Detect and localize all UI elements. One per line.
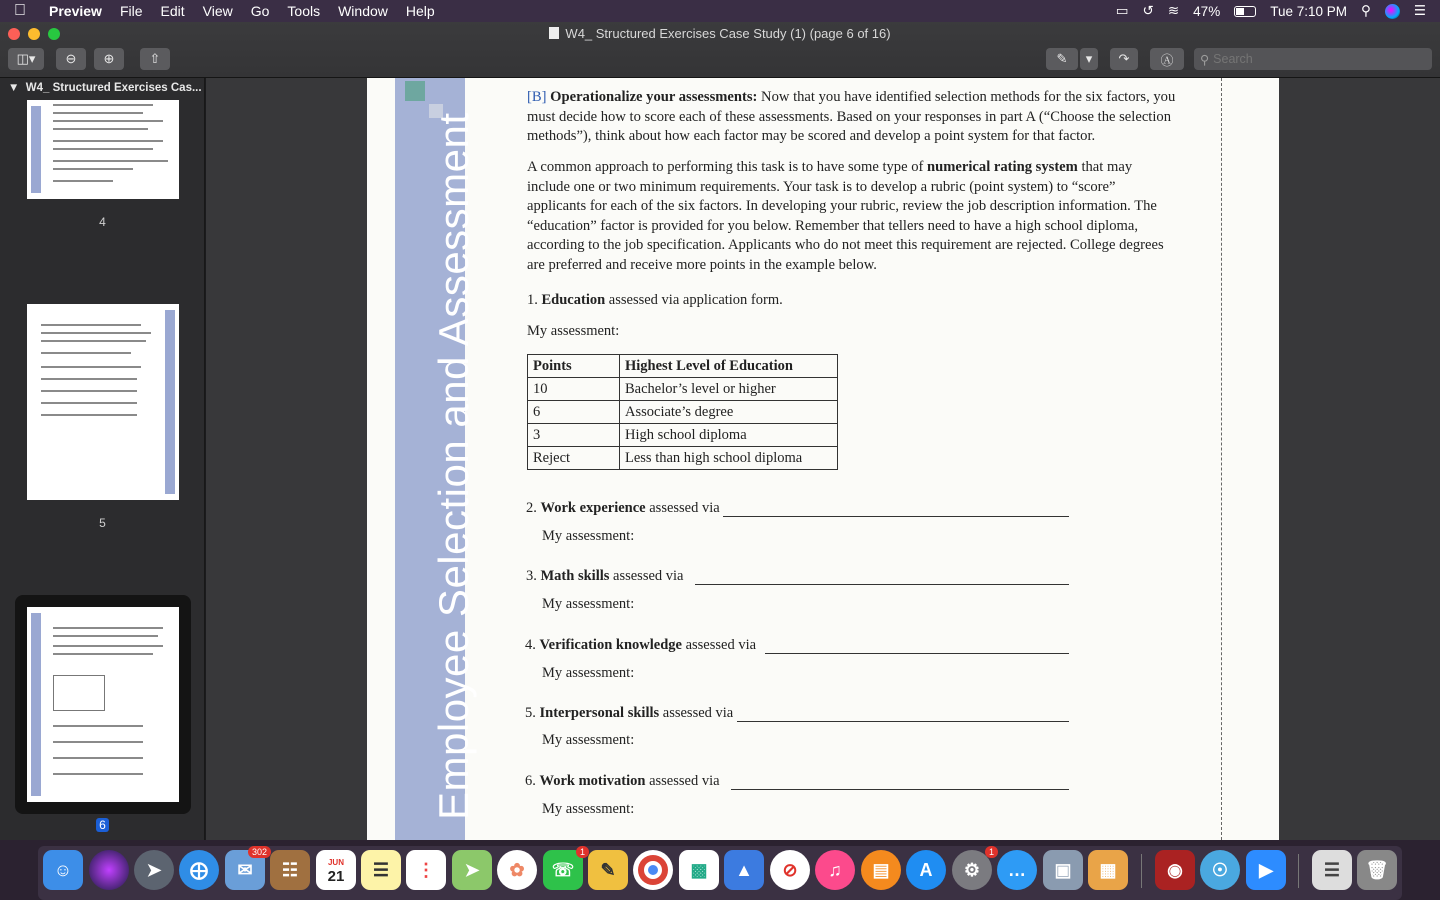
thumbnail-line <box>41 402 137 404</box>
chrome-icon[interactable] <box>633 850 673 890</box>
thumbnail-line <box>41 390 137 392</box>
dock-separator <box>1141 854 1142 888</box>
my-assessment-label: My assessment: <box>527 323 620 339</box>
maps-icon[interactable]: ➤ <box>452 850 492 890</box>
page-thumbnail-4[interactable] <box>27 100 179 199</box>
page-label-5[interactable]: 5 <box>99 516 106 530</box>
my-assessment-label: My assessment: <box>542 596 635 612</box>
question-number: 4. <box>525 637 536 653</box>
table-cell: 3 <box>528 424 620 447</box>
apple-icon[interactable] <box>0 2 40 20</box>
question-rest: assessed via <box>645 500 720 516</box>
table-cell: Bachelor’s level or higher <box>620 378 838 401</box>
battery-icon[interactable] <box>1234 6 1256 17</box>
messages-icon[interactable]: … <box>997 850 1037 890</box>
photo-booth-icon[interactable]: ◉ <box>1155 850 1195 890</box>
thumbnail-table <box>53 675 105 711</box>
table-cell: 6 <box>528 401 620 424</box>
table-cell: 10 <box>528 378 620 401</box>
strip-square <box>405 81 425 101</box>
my-assessment-label: My assessment: <box>542 665 635 681</box>
thumbnail-line <box>41 324 141 326</box>
intro-body: Now that you have identified selection methods for the six factors, you must decide how to score each of these assessments. Based on your responses in part A (“Choose the selection methods”), think about how each factor may be scored and develop a point system for that factor. <box>527 89 1176 145</box>
thumbnail-line <box>41 414 137 416</box>
question-rest: assessed via <box>681 637 757 653</box>
thumbnail-line <box>53 168 133 170</box>
preview-window <box>0 22 1440 840</box>
my-assessment-label: My assessment: <box>542 732 635 748</box>
clock[interactable]: Tue 7:10 PM <box>1270 3 1347 19</box>
thumbnail-line <box>53 773 143 775</box>
thumbnail-line <box>41 378 137 380</box>
finder-icon[interactable]: ☺ <box>43 850 83 890</box>
contacts-icon[interactable]: ☷ <box>270 850 310 890</box>
thumbnail-strip <box>31 613 41 796</box>
thumbnail-line <box>41 340 146 342</box>
image-capture-icon[interactable]: ▣ <box>1043 850 1083 890</box>
share-button[interactable]: ⇧ <box>140 48 170 70</box>
search-field[interactable] <box>1194 48 1432 70</box>
page-label-4[interactable]: 4 <box>99 215 106 229</box>
reminders-icon[interactable]: ⋮ <box>406 850 446 890</box>
menu-go[interactable]: Go <box>250 3 270 19</box>
zoom-out-button[interactable]: ⊖ <box>56 48 86 70</box>
question-title: Math skills <box>540 568 610 584</box>
table-header: Highest Level of Education <box>620 355 838 378</box>
answer-line <box>737 721 1069 722</box>
selected-page-label: 6 <box>96 818 109 832</box>
table-row <box>528 401 838 424</box>
question-number: 2. <box>526 500 537 516</box>
preview-app-icon[interactable]: ✎ <box>588 850 628 890</box>
notification-center-icon[interactable]: ☰ <box>1413 3 1426 18</box>
facetime-icon[interactable]: ☏ 1 <box>543 850 583 890</box>
question-rest: assessed via <box>659 705 734 721</box>
news-icon[interactable]: ⊘ <box>770 850 810 890</box>
my-assessment-label: My assessment: <box>542 801 635 817</box>
table-header: Points <box>528 355 620 378</box>
answer-line <box>765 653 1069 654</box>
system-preferences-icon[interactable]: ⚙ 1 <box>952 850 992 890</box>
table-cell: Reject <box>528 447 620 470</box>
answer-line <box>731 789 1069 790</box>
menu-app-name[interactable]: Preview <box>49 3 102 19</box>
photos-icon[interactable]: ✿ <box>497 850 537 890</box>
thumbnail-line <box>53 653 153 655</box>
question-title: Verification knowledge <box>539 637 682 653</box>
sidebar-document-title[interactable]: ▼ W4_ Structured Exercises Cas... <box>8 82 202 94</box>
thumbnail-line <box>41 332 151 334</box>
menu-view[interactable]: View <box>202 3 233 19</box>
question-rest: assessed via <box>609 568 684 584</box>
menu-edit[interactable]: Edit <box>160 3 185 19</box>
page-thumbnail-5[interactable] <box>27 304 179 500</box>
table-row <box>528 424 838 447</box>
table-cell: High school diploma <box>620 424 838 447</box>
thumbnail-line <box>53 757 143 759</box>
thumbnail-line <box>53 148 153 150</box>
thumbnail-line <box>53 635 158 637</box>
safari-icon[interactable]: ⨁ <box>179 850 219 890</box>
rotate-button[interactable]: ↷ <box>1110 48 1138 70</box>
books-icon[interactable]: ▤ <box>861 850 901 890</box>
approach-text-b: that may include one or two minimum requirements. Your task is to develop a rubric (point system) to “score” applicants for each of the six factors. In developing your rubric, review the job description information. The “education” factor is provided for you below. Remember that tellers need to have a high school diploma, according to the job specification. Applicants who do not meet this requirement are rejected. College degrees are preferred and receive more points in the example below. <box>527 159 1164 273</box>
menu-bar <box>0 0 1440 22</box>
calendar-icon[interactable] <box>316 850 356 890</box>
question-title: Work motivation <box>539 773 646 789</box>
thumbnail-line <box>53 725 143 727</box>
markup-dropdown-button[interactable]: ▾ <box>1080 48 1098 70</box>
answer-line <box>695 584 1069 585</box>
launchpad-icon[interactable]: ➤ <box>134 850 174 890</box>
sidebar-document-title-text: W4_ Structured Exercises Cas... <box>25 82 202 94</box>
thumbnail-line <box>53 627 163 629</box>
zoom-in-button[interactable]: ⊕ <box>94 48 124 70</box>
sidebar-toggle-button[interactable]: ◫▾ <box>8 48 44 70</box>
network-globe-icon[interactable]: ☉ <box>1200 850 1240 890</box>
thumbnail-line <box>41 366 141 368</box>
question-work-motivation <box>525 773 720 790</box>
thumbnail-line <box>53 104 153 106</box>
approach-bold: numerical rating system <box>927 159 1078 175</box>
window-title-text: W4_ Structured Exercises Case Study (1) (page 6 of 16) <box>565 26 891 41</box>
title-bar <box>0 22 1440 78</box>
trash-icon[interactable]: 🗑 <box>1357 850 1397 890</box>
search-input[interactable] <box>1213 52 1413 66</box>
siri-icon[interactable] <box>1385 4 1400 19</box>
table-cell: Associate’s degree <box>620 401 838 424</box>
side-strip-title: Employee Selection and Assessment <box>430 112 477 820</box>
item-rest: assessed via application form. <box>605 292 783 308</box>
notes-icon[interactable]: ☰ <box>361 850 401 890</box>
question-work-experience <box>526 500 720 517</box>
keynote-icon[interactable]: ▲ <box>724 850 764 890</box>
intro-paragraph <box>527 88 1177 147</box>
search-icon: ⚲ <box>1200 52 1210 67</box>
battery-percent: 47% <box>1193 3 1221 19</box>
dock-separator <box>1298 854 1299 888</box>
mail-badge: 302 <box>248 846 271 858</box>
thumbnail-line <box>53 128 148 130</box>
thumbnail-line <box>53 741 143 743</box>
calculator-icon[interactable]: ▦ <box>1088 850 1128 890</box>
thumbnail-line <box>53 120 163 122</box>
intro-heading: Operationalize your assessments: <box>550 89 758 105</box>
section-tag: [B] <box>527 89 547 105</box>
document-icon <box>549 27 559 39</box>
dock <box>0 840 1440 900</box>
downloads-stack-icon[interactable]: ☰ <box>1312 850 1352 890</box>
system-preferences-badge: 1 <box>985 846 998 858</box>
airplay-icon[interactable]: ▭ <box>1115 3 1129 18</box>
page-trim-line <box>1221 78 1222 840</box>
thumbnail-sidebar <box>0 78 205 840</box>
time-machine-icon[interactable]: ↺ <box>1142 3 1154 18</box>
menu-tools[interactable]: Tools <box>287 3 321 19</box>
table-cell: Less than high school diploma <box>620 447 838 470</box>
markup-pen-button[interactable]: ✎ <box>1046 48 1078 70</box>
thumbnail-line <box>41 352 131 354</box>
menu-help[interactable]: Help <box>405 3 435 19</box>
mail-icon[interactable]: ✉ 302 <box>225 850 265 890</box>
page-label-6[interactable] <box>0 818 205 832</box>
markup-toolbar-button[interactable]: Ⓐ <box>1150 48 1184 70</box>
thumbnail-strip <box>31 106 41 193</box>
thumbnail-strip <box>165 310 175 494</box>
table-row <box>528 447 838 470</box>
music-icon[interactable]: ♫ <box>815 850 855 890</box>
question-rest: assessed via <box>645 773 720 789</box>
question-math-skills <box>526 568 683 585</box>
question-interpersonal-skills <box>525 705 733 722</box>
question-title: Interpersonal skills <box>539 705 660 721</box>
item-title: Education <box>541 292 606 308</box>
approach-text-a: A common approach to performing this task is to have some type of <box>527 159 928 175</box>
battery-fill <box>1236 8 1244 15</box>
window-title <box>0 26 1440 41</box>
thumbnail-line <box>53 112 143 114</box>
table-row <box>528 378 838 401</box>
numbers-icon[interactable]: ▩ <box>679 850 719 890</box>
question-number: 5. <box>525 705 536 721</box>
question-title: Work experience <box>540 500 646 516</box>
item-education <box>527 292 783 309</box>
menu-file[interactable]: File <box>119 3 143 19</box>
education-rubric-table <box>527 354 838 470</box>
calendar-day: 21 <box>327 868 345 885</box>
app-store-icon[interactable]: A <box>906 850 946 890</box>
facetime-badge: 1 <box>576 846 589 858</box>
siri-icon[interactable] <box>89 850 129 890</box>
item-number: 1. <box>527 292 538 308</box>
document-view[interactable] <box>206 78 1440 840</box>
thumbnail-line <box>53 160 168 162</box>
answer-line <box>723 516 1069 517</box>
thumbnail-line <box>53 180 113 182</box>
calendar-month: JUN <box>327 858 344 867</box>
thumbnail-line <box>53 645 163 647</box>
wifi-icon[interactable]: ≋ <box>1167 3 1180 18</box>
table-header-row <box>528 355 838 378</box>
approach-paragraph <box>527 158 1177 276</box>
thumbnail-line <box>53 140 163 142</box>
zoom-icon[interactable]: ▶ <box>1246 850 1286 890</box>
pdf-page <box>367 78 1279 840</box>
question-number: 6. <box>525 773 536 789</box>
menu-window[interactable]: Window <box>338 3 388 19</box>
question-number: 3. <box>526 568 537 584</box>
spotlight-search-icon[interactable]: ⚲ <box>1361 3 1371 18</box>
my-assessment-label: My assessment: <box>542 528 635 544</box>
question-verification-knowledge <box>525 637 756 654</box>
page-thumbnail-6[interactable] <box>27 607 179 802</box>
